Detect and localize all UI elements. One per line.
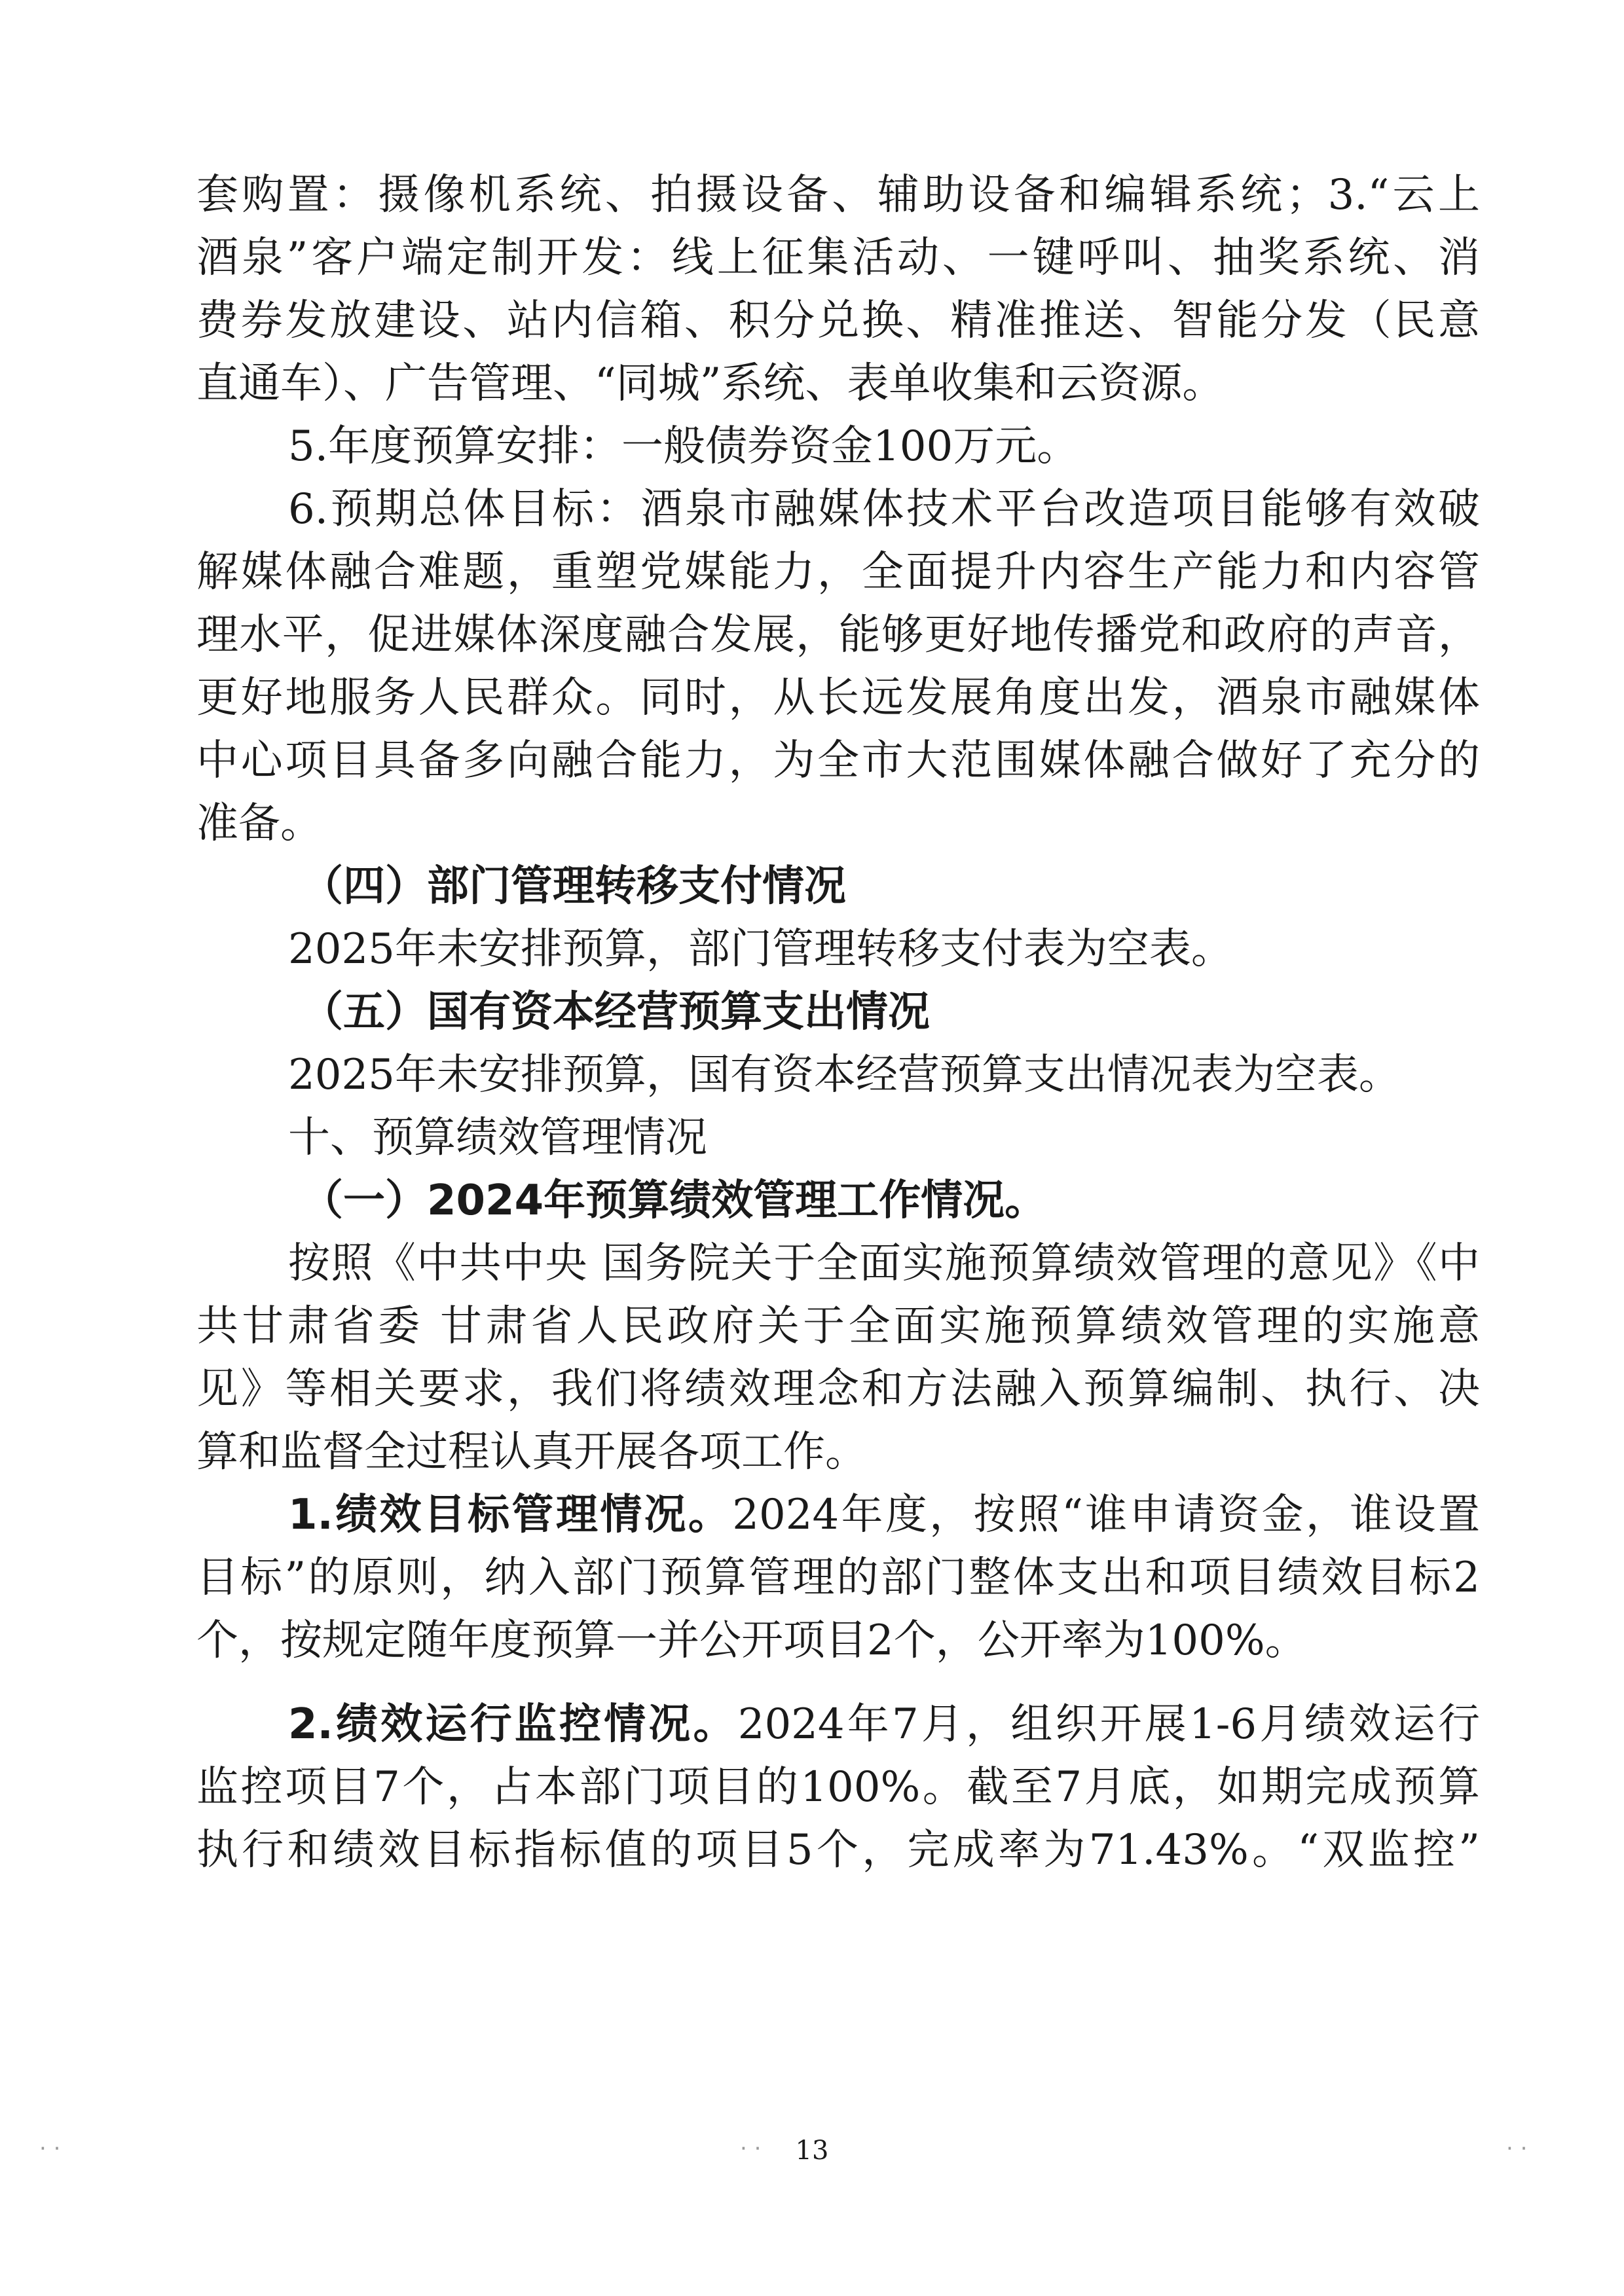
body-line: 个，按规定随年度预算一并公开项目2个，公开率为100%。	[196, 1616, 1307, 1665]
body-line: 直通车）、广告管理、“同城”系统、表单收集和云资源。	[196, 359, 1225, 408]
body-line: 6.预期总体目标：酒泉市融媒体技术平台改造项目能够有效破	[288, 485, 1480, 534]
monitor-line	[288, 1693, 1480, 1756]
chapter-heading-performance: 十、预算绩效管理情况	[288, 1114, 707, 1162]
scan-artifact: · ·	[1506, 2136, 1528, 2162]
body-line: 2025年未安排预算，部门管理转移支付表为空表。	[288, 925, 1233, 974]
budget-arrangement-line: 5.年度预算安排：一般债券资金100万元。	[288, 422, 1079, 471]
section-heading-state-capital: （五）国有资本经营预算支出情况	[301, 988, 930, 1036]
section-heading-transfer-payment: （四）部门管理转移支付情况	[301, 862, 846, 911]
body-line: 算和监督全过程认真开展各项工作。	[196, 1428, 867, 1476]
monitor-text: 年7月，组织开展1-6月绩效运行	[844, 1700, 1480, 1749]
section-heading-2024-performance: （一）2024年预算绩效管理工作情况。	[301, 1176, 1047, 1225]
target-mgmt-text: 年度，按照“谁申请资金，谁设置	[839, 1491, 1480, 1539]
body-line: 费券发放建设、站内信箱、积分兑换、精准推送、智能分发（民意	[196, 297, 1480, 345]
body-line: 准备。	[196, 799, 322, 848]
body-line: 目标”的原则，纳入部门预算管理的部门整体支出和项目绩效目标2	[196, 1554, 1480, 1602]
page-number: 13	[795, 2136, 829, 2166]
body-line: 更好地服务人民群众。同时，从长远发展角度出发，酒泉市融媒体	[196, 674, 1480, 722]
target-mgmt-year: 2024	[732, 1491, 840, 1539]
monitor-year: 2024	[737, 1700, 845, 1749]
scan-artifact: · ·	[740, 2136, 762, 2162]
target-mgmt-title: 1.绩效目标管理情况。	[288, 1491, 733, 1539]
body-line: 中心项目具备多向融合能力，为全市大范围媒体融合做好了充分的	[196, 737, 1480, 785]
monitor-title: 2.绩效运行监控情况。	[288, 1700, 738, 1749]
scan-artifact: · ·	[39, 2136, 61, 2162]
body-line: 酒泉”客户端定制开发：线上征集活动、一键呼叫、抽奖系统、消	[196, 234, 1480, 282]
body-line: 套购置：摄像机系统、拍摄设备、辅助设备和编辑系统；3.“云上	[196, 171, 1480, 219]
body-line: 2025年未安排预算，国有资本经营预算支出情况表为空表。	[288, 1051, 1401, 1099]
body-line: 监控项目7个，占本部门项目的100%。截至7月底，如期完成预算	[196, 1763, 1480, 1812]
target-mgmt-line	[288, 1484, 1480, 1546]
body-line: 执行和绩效目标指标值的项目5个，完成率为71.43%。“双监控”	[196, 1826, 1480, 1874]
body-line: 共甘肃省委 甘肃省人民政府关于全面实施预算绩效管理的实施意	[196, 1302, 1480, 1351]
body-line: 见》等相关要求，我们将绩效理念和方法融入预算编制、执行、决	[196, 1365, 1480, 1413]
body-line: 解媒体融合难题，重塑党媒能力，全面提升内容生产能力和内容管	[196, 548, 1480, 596]
body-line: 按照《中共中央 国务院关于全面实施预算绩效管理的意见》《中	[288, 1239, 1480, 1288]
body-line: 理水平，促进媒体深度融合发展，能够更好地传播党和政府的声音，	[196, 611, 1480, 659]
